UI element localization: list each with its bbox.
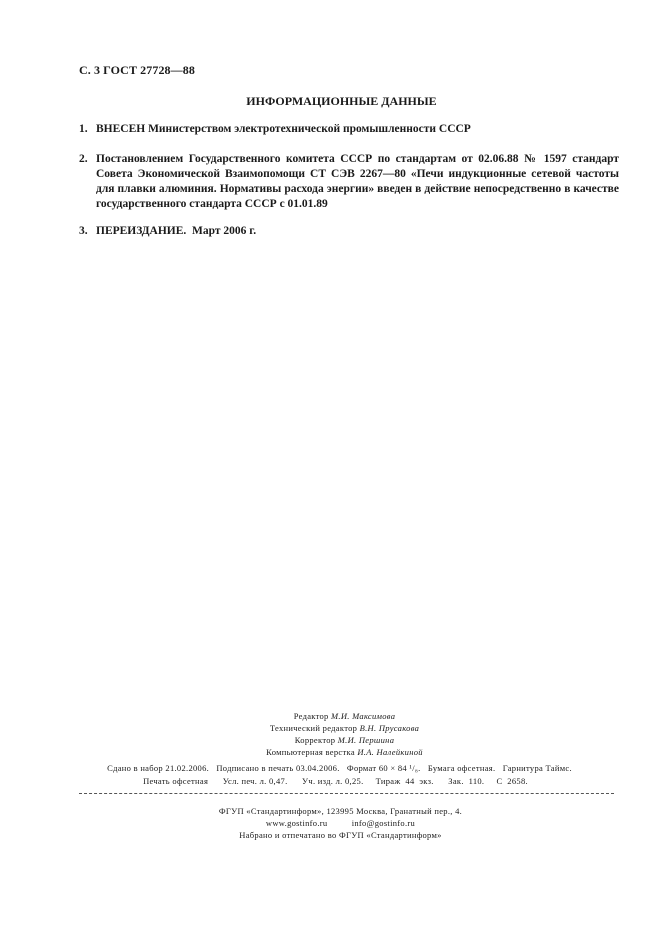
info-items-list	[79, 122, 619, 253]
credit-proofreader	[0, 734, 661, 746]
item-number: 2.	[79, 153, 88, 165]
item-text: Постановлением Государственного комитета СССР по стандартам от 02.06.88 № 1597 стандарт Совета Экономической Взаимопомощи СТ СЭВ 2267—80 «Печи индукционные сетевой частоты для плавки алюминия. Нормативы расхода энергии» введен в действие непосредственно в качестве государственного стандарта СССР с 01.01.89	[96, 153, 619, 210]
section-title: ИНФОРМАЦИОННЫЕ ДАННЫЕ	[246, 94, 437, 108]
publisher-printed-by: Набрано и отпечатано во ФГУП «Стандартинформ»	[239, 830, 442, 840]
publisher-address: ФГУП «Стандартинформ», 123995 Москва, Гранатный пер., 4.	[218, 806, 463, 816]
print-details-line: Сдано в набор 21.02.2006. Подписано в печать 03.04.2006. Формат 60 × 84 ¹/₈. Бумага офсетная. Гарнитура Таймс.	[107, 763, 572, 773]
print-details	[0, 762, 661, 788]
dashed-divider	[79, 793, 614, 794]
credit-layout	[0, 746, 661, 758]
credit-name: М.И. Першина	[337, 735, 395, 745]
publisher-info	[0, 805, 661, 841]
credit-name: В.Н. Прусакова	[359, 723, 420, 733]
item-text: ПЕРЕИЗДАНИЕ. Март 2006 г.	[96, 225, 257, 237]
credit-role: Корректор	[294, 735, 336, 745]
credit-role: Компьютерная верстка	[266, 747, 355, 757]
print-details-line: Печать офсетная Усл. печ. л. 0,47. Уч. изд. л. 0,25. Тираж 44 экз. Зак. 110. С 2658.	[143, 776, 528, 786]
credit-tech-editor	[0, 722, 661, 734]
info-item	[79, 224, 619, 239]
item-text: ВНЕСЕН Министерством электротехнической промышленности СССР	[96, 123, 471, 135]
editorial-credits	[0, 710, 661, 758]
credit-editor	[0, 710, 661, 722]
credit-name: И.А. Налейкиной	[357, 747, 423, 757]
info-item	[79, 152, 619, 212]
item-number: 1.	[79, 123, 88, 135]
page-header: С. 3 ГОСТ 27728—88	[79, 63, 195, 77]
publisher-contacts: www.gostinfo.ru info@gostinfo.ru	[265, 818, 416, 828]
credit-role: Технический редактор	[269, 723, 358, 733]
credit-name: М.И. Максимова	[331, 711, 396, 721]
credit-role: Редактор	[293, 711, 329, 721]
item-number: 3.	[79, 225, 88, 237]
info-item	[79, 122, 619, 137]
